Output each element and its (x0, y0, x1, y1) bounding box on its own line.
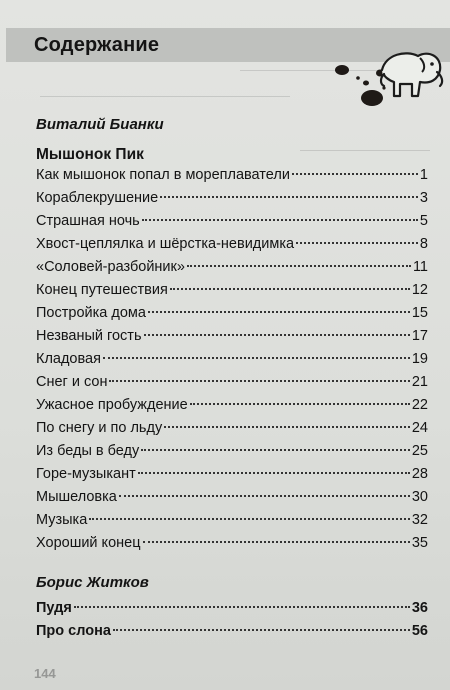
toc-entry-page: 12 (411, 282, 428, 298)
dot-leader (138, 472, 410, 474)
toc-entry-title: Кораблекрушение (36, 190, 159, 206)
elephant-illustration-icon (322, 40, 447, 115)
toc-entry[interactable] (36, 600, 428, 622)
toc-entry-page: 15 (411, 305, 428, 321)
author-name: Борис Житков (36, 574, 149, 591)
dot-leader (119, 495, 410, 497)
ink-blot-icon (363, 81, 369, 86)
toc-entry[interactable] (36, 236, 428, 258)
bleed-through-line (300, 150, 430, 151)
toc-entry-page: 5 (419, 213, 428, 229)
toc-entry[interactable] (36, 374, 428, 396)
toc-entry[interactable] (36, 282, 428, 304)
toc-entry-title: Кладовая (36, 351, 101, 367)
page-title: Содержание (34, 34, 160, 56)
toc-entry-page: 36 (411, 600, 428, 616)
dot-leader (296, 242, 418, 244)
ink-blot-icon (361, 90, 383, 106)
page-number: 144 (34, 666, 56, 681)
toc-entry[interactable] (36, 167, 428, 189)
toc-entry-title: Незваный гость (36, 328, 142, 344)
dot-leader (170, 288, 410, 290)
toc-entry-page: 3 (419, 190, 428, 206)
toc-entry-page: 17 (411, 328, 428, 344)
dot-leader (103, 357, 410, 359)
toc-entry-title: Снег и сон (36, 374, 108, 390)
toc-entry[interactable] (36, 420, 428, 442)
toc-entry[interactable] (36, 443, 428, 465)
toc-entry-title: Ужасное пробуждение (36, 397, 188, 413)
toc-entry[interactable] (36, 213, 428, 235)
toc-entry[interactable] (36, 535, 428, 557)
toc-entry[interactable] (36, 305, 428, 327)
dot-leader (142, 219, 418, 221)
dot-leader (292, 173, 418, 175)
toc-entry-page: 32 (411, 512, 428, 528)
toc-entry-page: 56 (411, 623, 428, 639)
toc-entry[interactable] (36, 259, 428, 281)
author-name: Виталий Бианки (36, 116, 164, 133)
toc-entry-title: Пудя (36, 600, 72, 616)
toc-entry-page: 30 (411, 489, 428, 505)
toc-entry-title: Страшная ночь (36, 213, 140, 229)
toc-entry[interactable] (36, 466, 428, 488)
toc-entry-page: 35 (411, 535, 428, 551)
toc-entry-page: 28 (411, 466, 428, 482)
bleed-through-line (40, 96, 290, 97)
dot-leader (113, 629, 410, 631)
toc-entry-title: Про слона (36, 623, 111, 639)
toc-entry-title: По снегу и по льду (36, 420, 163, 436)
dot-leader (109, 380, 409, 382)
toc-entry-page: 22 (411, 397, 428, 413)
toc-entry-title: Как мышонок попал в мореплаватели (36, 167, 290, 183)
toc-entry-title: Горе-музыкант (36, 466, 136, 482)
toc-entry-title: Хвост-цеплялка и шёрстка-невидимка (36, 236, 295, 252)
toc-entry-title: Музыка (36, 512, 88, 528)
toc-entry-title: Мышеловка (36, 489, 117, 505)
toc-entry[interactable] (36, 512, 428, 534)
dot-leader (74, 606, 410, 608)
dot-leader (187, 265, 411, 267)
dot-leader (190, 403, 410, 405)
dot-leader (89, 518, 410, 520)
toc-entry-page: 25 (411, 443, 428, 459)
toc-entry[interactable] (36, 190, 428, 212)
dot-leader (144, 334, 410, 336)
toc-entry-page: 11 (412, 259, 428, 275)
toc-entry-page: 24 (411, 420, 428, 436)
toc-entry-page: 1 (419, 167, 428, 183)
dot-leader (141, 449, 410, 451)
toc-entry-title: Хороший конец (36, 535, 141, 551)
dot-leader (160, 196, 418, 198)
dot-leader (164, 426, 410, 428)
section-title: Мышонок Пик (36, 146, 144, 163)
toc-entry-page: 21 (411, 374, 428, 390)
dot-leader (143, 541, 410, 543)
toc-entry[interactable] (36, 397, 428, 419)
ink-blot-icon (335, 65, 349, 75)
toc-entry-title: Постройка дома (36, 305, 146, 321)
toc-entry-title: «Соловей-разбойник» (36, 259, 185, 275)
toc-entry-page: 8 (419, 236, 428, 252)
toc-entry[interactable] (36, 328, 428, 350)
toc-entry[interactable] (36, 489, 428, 511)
toc-entry-title: Из беды в беду (36, 443, 140, 459)
toc-entry[interactable] (36, 623, 428, 645)
toc-entry[interactable] (36, 351, 428, 373)
dot-leader (148, 311, 410, 313)
toc-entry-page: 19 (411, 351, 428, 367)
toc-entry-title: Конец путешествия (36, 282, 168, 298)
